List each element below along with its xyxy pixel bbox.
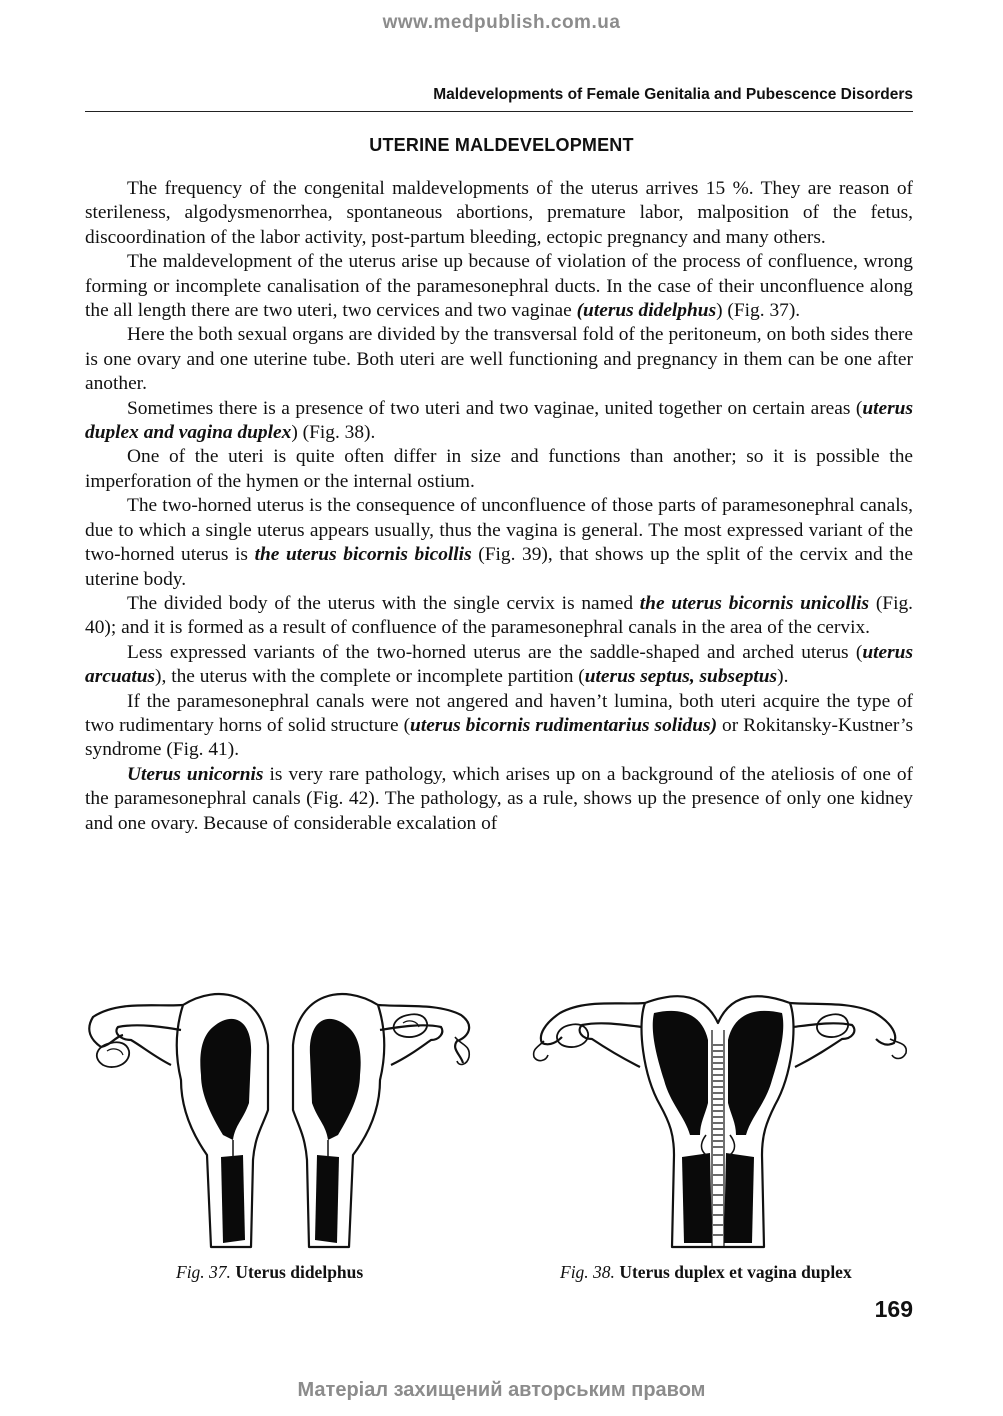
- uterus-didelphus-illustration: [83, 985, 478, 1250]
- paragraph: Here the both sexual organs are divided by the transversal fold of the peritoneum, on both sides there is one ovary and one uterine tube. Both uteri are well functioning and pregnancy in them can be one after another.: [85, 324, 913, 395]
- latin-term: uterus duplex and vagina duplex: [85, 397, 913, 444]
- figure-number: Fig. 38.: [560, 1262, 615, 1282]
- figure-37-caption: [176, 1262, 363, 1283]
- paragraph: Uterus unicornis is very rare pathology, which arises up on a background of the ateliosis of one of the paramesonephral canals (Fig. 42). The pathology, as a rule, shows up the presence of only one kidney and one ovary. Because of considerable excalation of: [85, 763, 914, 834]
- latin-term: Uterus unicornis: [127, 763, 264, 785]
- section-title: UTERINE MALDEVELOPMENT: [369, 135, 634, 155]
- paragraph: One of the uteri is quite often differ in size and functions than another; so it is possible the imperforation of the hymen or the internal ostium.: [85, 446, 913, 492]
- figure-38-caption: [560, 1262, 852, 1283]
- page-number: 169: [874, 1296, 913, 1322]
- figure-title: Uterus didelphus: [235, 1262, 364, 1282]
- paragraph: The two-horned uterus is the consequence of unconfluence of those parts of paramesonephral canals, due to which a single uterus appears usually, thus the vagina is general. The most expressed variant of the two-horned uterus is the uterus bicornis bicollis (Fig. 39), that shows up the split of the cervix and the uterine body.: [85, 495, 913, 590]
- header-divider: [85, 111, 913, 112]
- paragraph: The maldevelopment of the uterus arise up because of violation of the process of confluence, wrong forming or incomplete canalisation of the paramesonephral ducts. In the case of their unconfluence along the all length there are two uteri, two cervices and two vaginae (uterus didelphus) (Fig. 37).: [85, 251, 913, 322]
- latin-term: uterus bicornis rudimentarius solidus): [410, 714, 718, 736]
- running-head: Maldevelopments of Female Genitalia and Pubescence Disorders: [433, 86, 913, 103]
- figure-37-uterus-didelphus: [83, 985, 478, 1250]
- latin-term: (uterus didelphus: [576, 300, 717, 322]
- latin-term: the uterus bicornis bicollis: [254, 544, 472, 566]
- latin-term: uterus septus, subseptus: [584, 666, 778, 688]
- paragraph: Sometimes there is a presence of two uteri and two vaginae, united together on certain areas (uterus duplex and vagina duplex) (Fig. 38).: [85, 397, 913, 444]
- copyright-notice: Матеріал захищений авторським правом: [297, 1379, 706, 1401]
- paragraph: If the paramesonephral canals were not angered and haven’t lumina, both uteri acquire the type of two rudimentary horns of solid structure (uterus bicornis rudimentarius solidus) or Rokitansky-Kustner’s syndrome (Fig. 41).: [85, 690, 913, 761]
- latin-term: the uterus bicornis unicollis: [639, 592, 870, 614]
- site-url: www.medpublish.com.ua: [382, 12, 621, 33]
- body-text: [85, 177, 913, 836]
- uterus-duplex-illustration: [530, 985, 915, 1250]
- paragraph: The divided body of the uterus with the single cervix is named the uterus bicornis unicollis (Fig. 40); and it is formed as a result of confluence of the paramesonephral canals in the area of the cervix.: [85, 592, 913, 639]
- paragraph: The frequency of the congenital maldevelopments of the uterus arrives 15 %. They are reason of sterileness, algodysmenorrhea, spontaneous abortions, premature labor, malposition of the fetus, discoordination of the labor activity, post-partum bleeding, ectopic pregnancy and many others.: [85, 178, 913, 248]
- figure-title: Uterus duplex et vagina duplex: [619, 1262, 852, 1282]
- figure-38-uterus-duplex: [530, 985, 915, 1250]
- latin-term: uterus arcuatus: [85, 641, 913, 688]
- paragraph: Less expressed variants of the two-horned uterus are the saddle-shaped and arched uterus (uterus arcuatus), the uterus with the complete or incomplete partition (uterus septus, subseptus).: [85, 641, 913, 688]
- figure-number: Fig. 37.: [176, 1262, 231, 1282]
